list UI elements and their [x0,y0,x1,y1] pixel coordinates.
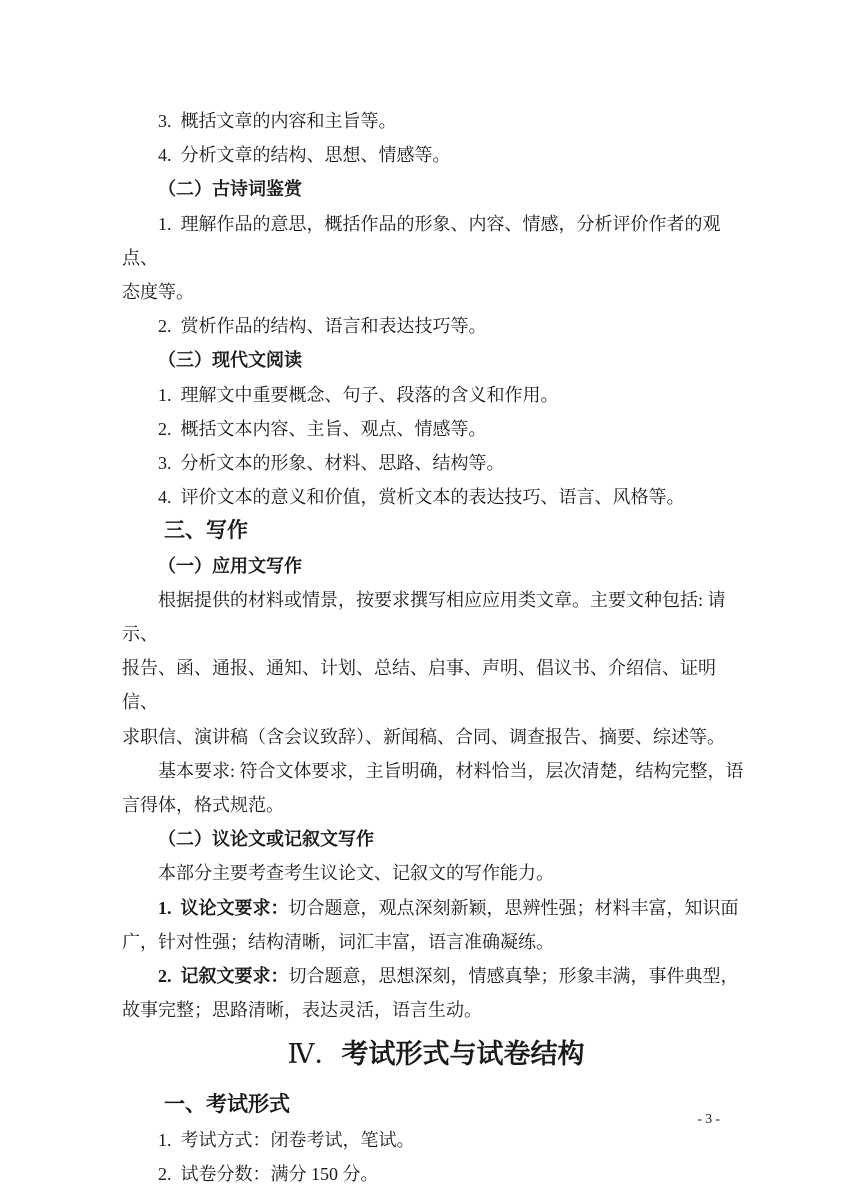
list-item-continuation: 态度等。 [122,282,194,303]
section-heading-xiezuo: 三、写作 [164,519,248,543]
list-item: 1. 理解文中重要概念、句子、段落的含义和作用。 [158,384,559,405]
paragraph-line: 本部分主要考查考生议论文、记叙文的写作能力。 [158,863,554,884]
chapter-title-text: 考试形式与试卷结构 [341,1039,585,1070]
section-heading-xiandaiwen-yuedu: （三）现代文阅读 [158,350,302,371]
bold-lead-rest: 切合题意，观点深刻新颖，思辨性强；材料丰富，知识面 [288,897,739,918]
paragraph-line: 广，针对性强；结构清晰，词汇丰富，语言准确凝练。 [122,931,554,952]
paragraph-line: 求职信、演讲稿（含会议致辞）、新闻稿、合同、调查报告、摘要、综述等。 [122,726,725,747]
bold-lead-label: 1. 议论文要求： [158,897,289,918]
section-heading-kaoshi-xingshi: 一、考试形式 [164,1093,290,1117]
page-number: - 3 - [697,1111,720,1126]
paragraph-line: 基本要求: 符合文体要求，主旨明确，材料恰当，层次清楚，结构完整，语 [158,760,744,781]
list-item: 3. 概括文章的内容和主旨等。 [158,111,397,131]
list-item: 4. 分析文章的结构、思想、情感等。 [158,145,451,166]
list-item: 1. 考试方式：闭卷考试，笔试。 [158,1129,415,1150]
section-heading-yingyongwen-xiezuo: （一）应用文写作 [158,555,302,576]
paragraph-line: 根据提供的材料或情景，按要求撰写相应应用类文章。主要文种包括: 请示、 [122,589,726,645]
list-item: 2. 赏析作品的结构、语言和表达技巧等。 [158,316,487,337]
section-heading-yilunwen-jixuwen: （二）议论文或记叙文写作 [158,829,374,850]
list-item: 4. 评价文本的意义和价值，赏析文本的表达技巧、语言、风格等。 [158,487,685,508]
list-item: 2. 概括文本内容、主旨、观点、情感等。 [158,418,487,439]
chapter-numeral: Ⅳ． [287,1039,342,1070]
section-heading-gushici-jianshang: （二）古诗词鉴赏 [158,179,302,200]
list-item-bold-lead [122,891,750,925]
paragraph-line: 故事完整；思路清晰，表达灵活，语言生动。 [122,1000,482,1021]
list-item: 1. 理解作品的意思，概括作品的形象、内容、情感，分析评价作者的观点、 [122,213,721,268]
paragraph-line: 言得体，格式规范。 [122,795,284,816]
list-item: 2. 试卷分数：满分 150 分。 [158,1163,379,1184]
list-item: 3. 分析文本的形象、材料、思路、结构等。 [158,453,505,474]
bold-lead-rest: 切合题意，思想深刻，情感真挚；形象丰满，事件典型， [288,966,739,987]
bold-lead-label: 2. 记叙文要求： [158,966,289,987]
document-body [122,104,750,1191]
paragraph-line: 报告、函、通报、通知、计划、总结、启事、声明、倡议书、介绍信、证明信、 [122,658,716,713]
chapter-title-kaoshi-xingshi [122,1033,750,1075]
list-item-bold-lead [122,959,750,993]
